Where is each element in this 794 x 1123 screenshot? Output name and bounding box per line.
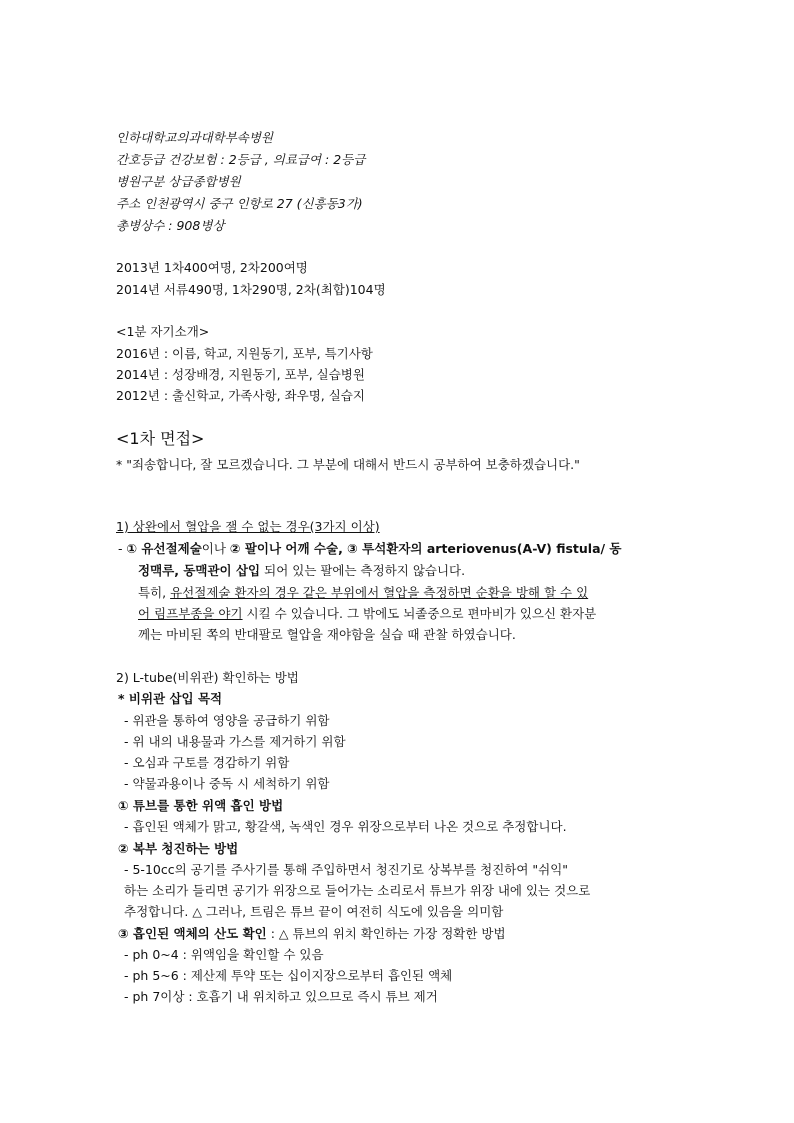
method3-title: ③ 흡인된 액체의 산도 확인 : △ 튜브의 위치 확인하는 가장 정확한 방법 [118,926,506,941]
q2-title: 2) L-tube(비위관) 확인하는 방법 [116,670,299,685]
q1-line4: 어 림프부종을 야기 시킬 수 있습니다. 그 밖에도 뇌졸중으로 편마비가 있으신 환자분 [138,606,597,621]
hospital-type: 병원구분 상급종합병원 [116,174,241,189]
method1-title: ① 튜브를 통한 위액 흡인 방법 [118,798,284,813]
purpose-item: - 오심과 구토를 경감하기 위함 [124,755,290,770]
intro-item-2012: 2012년 : 출신학교, 가족사항, 좌우명, 실습지 [116,388,365,403]
nursing-grade: 간호등급 건강보험 : 2등급 , 의료급여 : 2등급 [116,152,366,167]
q1-line3: 특히, 유선절제술 환자의 경우 같은 부위에서 혈압을 측정하면 순환을 방해 할 수 있 [138,585,589,600]
stats-2013: 2013년 1차400여명, 2차200여명 [116,260,308,275]
purpose-item: - 위 내의 내용물과 가스를 제거하기 위함 [124,734,346,749]
hospital-address: 주소 인천광역시 중구 인항로 27 (신흥동3가) [116,196,363,211]
intro-item-2016: 2016년 : 이름, 학교, 지원동기, 포부, 특기사항 [116,346,373,361]
ph-item: - ph 0~4 : 위액임을 확인할 수 있음 [124,947,324,962]
intro-title: <1분 자기소개> [116,324,210,339]
stats-2014: 2014년 서류490명, 1차290명, 2차(최합)104명 [116,282,386,297]
hospital-name: 인하대학교의과대학부속병원 [116,130,273,145]
purpose-title: * 비위관 삽입 목적 [118,691,223,706]
method1-text: - 흡인된 액체가 맑고, 황갈색, 녹색인 경우 위장으로부터 나온 것으로 추정합니다. [124,819,567,834]
purpose-item: - 위관을 통하여 영양을 공급하기 위함 [124,713,330,728]
purpose-item: - 약물과용이나 중독 시 세척하기 위함 [124,776,330,791]
ph-item: - ph 7이상 : 호흡기 내 위치하고 있으므로 즉시 튜브 제거 [124,989,438,1004]
q1-line1: - ① 유선절제술이나 ② 팔이나 어깨 수술, ③ 투석환자의 arteriovenus(A-V) fistula/ 동 [118,541,622,556]
interview-heading: <1차 면접> [116,429,205,448]
method2-line3: 추정합니다. △ 그러나, 트림은 튜브 끝이 여전히 식도에 있음을 의미함 [124,904,504,919]
ph-item: - ph 5~6 : 제산제 투약 또는 십이지장으로부터 흡인된 액체 [124,968,453,983]
method2-title: ② 복부 청진하는 방법 [118,841,239,856]
hospital-beds: 총병상수 : 908병상 [116,218,225,233]
q1-line5: 께는 마비된 쪽의 반대팔로 혈압을 재야함을 실습 때 관찰 하였습니다. [138,627,516,642]
intro-item-2014: 2014년 : 성장배경, 지원동기, 포부, 실습병원 [116,367,365,382]
q1-title: 1) 상완에서 혈압을 잴 수 없는 경우(3가지 이상) [116,519,380,534]
interview-note: * "죄송합니다, 잘 모르겠습니다. 그 부분에 대해서 반드시 공부하여 보충하겠습니다." [116,457,580,472]
method2-line2: 하는 소리가 들리면 공기가 위장으로 들어가는 소리로서 튜브가 위장 내에 있는 것으로 [124,883,591,898]
method2-line1: - 5-10cc의 공기를 주사기를 통해 주입하면서 청진기로 상복부를 청진하여 "쉬익" [124,862,569,877]
q1-line2: 정맥루, 동맥관이 삽입 되어 있는 팔에는 측정하지 않습니다. [138,563,466,578]
